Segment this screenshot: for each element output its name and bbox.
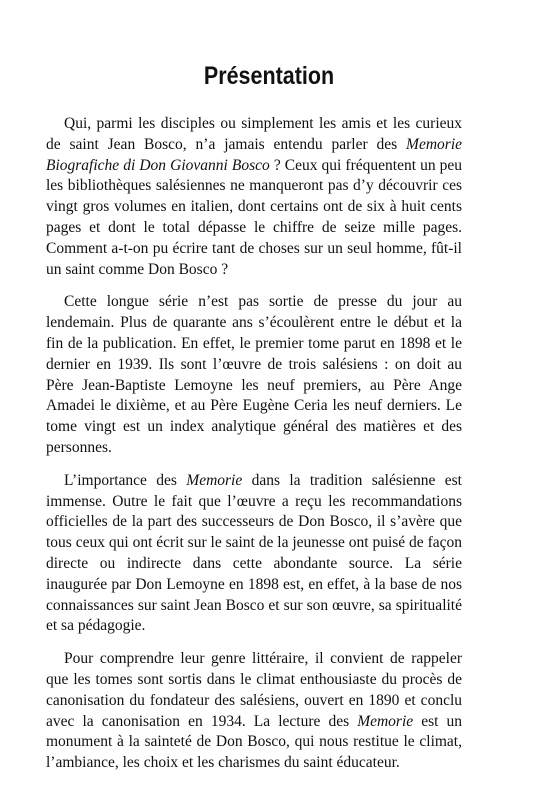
paragraph-3-text-2: dans la tradition salésienne est immense. Outre le fait que l’œuvre a reçu les recommandations officielles de la part des successeurs de Don Bosco, il s’avère que tous ceux qui ont écrit sur le saint de la jeunesse ont puisé de façon directe ou indirecte dans cette abondante source. La série inaugurée par Don Lemoyne en 1898 est, en effet, à la base de nos connaissances sur saint Jean Bosco et sur son œuvre, sa spiritualité et sa pédagogie. <box>46 471 462 635</box>
paragraph-1-text-2: ? Ceux qui fréquentent un peu les bibliothèques salésiennes ne manqueront pas d’y découvrir ces vingt gros volumes en italien, dont certains ont de six à huit cents pages et dont le total dépasse le chiffre de seize mille pages. Comment a-t-on pu écrire tant de choses sur un seul homme, fût-il un saint comme Don Bosco ? <box>46 156 463 278</box>
paragraph-3-text-1: L’importance des <box>64 471 187 489</box>
paragraph-4-text-2: est un monument à la sainteté de Don Bosco, qui nous restitue le climat, l’ambiance, les choix et les charismes du saint éducateur. <box>46 712 463 772</box>
page-title: Présentation <box>203 62 335 90</box>
paragraph-3 <box>46 471 462 637</box>
paragraph-4-book-title: Memorie <box>357 712 414 730</box>
paragraph-1 <box>46 114 462 280</box>
paragraph-1-book-title: Memorie Biografiche di Don Giovanni Bosco <box>46 135 462 174</box>
paragraph-4-text-1: Pour comprendre leur genre littéraire, il convient de rappeler que les tomes sont sortis dans le climat enthousiaste du procès de canonisation du fondateur des salésiens, ouvert en 1890 et conclu avec la canonisation en 1934. La lecture des <box>46 650 462 730</box>
body-text <box>46 114 462 774</box>
paragraph-2 <box>46 292 462 458</box>
paragraph-2-text: Cette longue série n’est pas sortie de presse du jour au lendemain. Plus de quarante ans s’écoulèrent entre le début et la fin de la publication. En effet, le premier tome parut en 1898 et le dernier en 1939. Ils sont l’œuvre de trois salésiens : on doit au Père Jean-Baptiste Lemoyne les neuf premiers, au Père Ange Amadei le dixième, et au Père Eugène Ceria les neuf derniers. Le tome vingt est un index analytique général des matières et des personnes. <box>46 293 462 456</box>
paragraph-1-text-1: Qui, parmi les disciples ou simplement les amis et les curieux de saint Jean Bosco, n’a jamais entendu parler des <box>46 115 462 153</box>
paragraph-3-book-title: Memorie <box>186 471 243 489</box>
paragraph-4 <box>46 649 462 774</box>
